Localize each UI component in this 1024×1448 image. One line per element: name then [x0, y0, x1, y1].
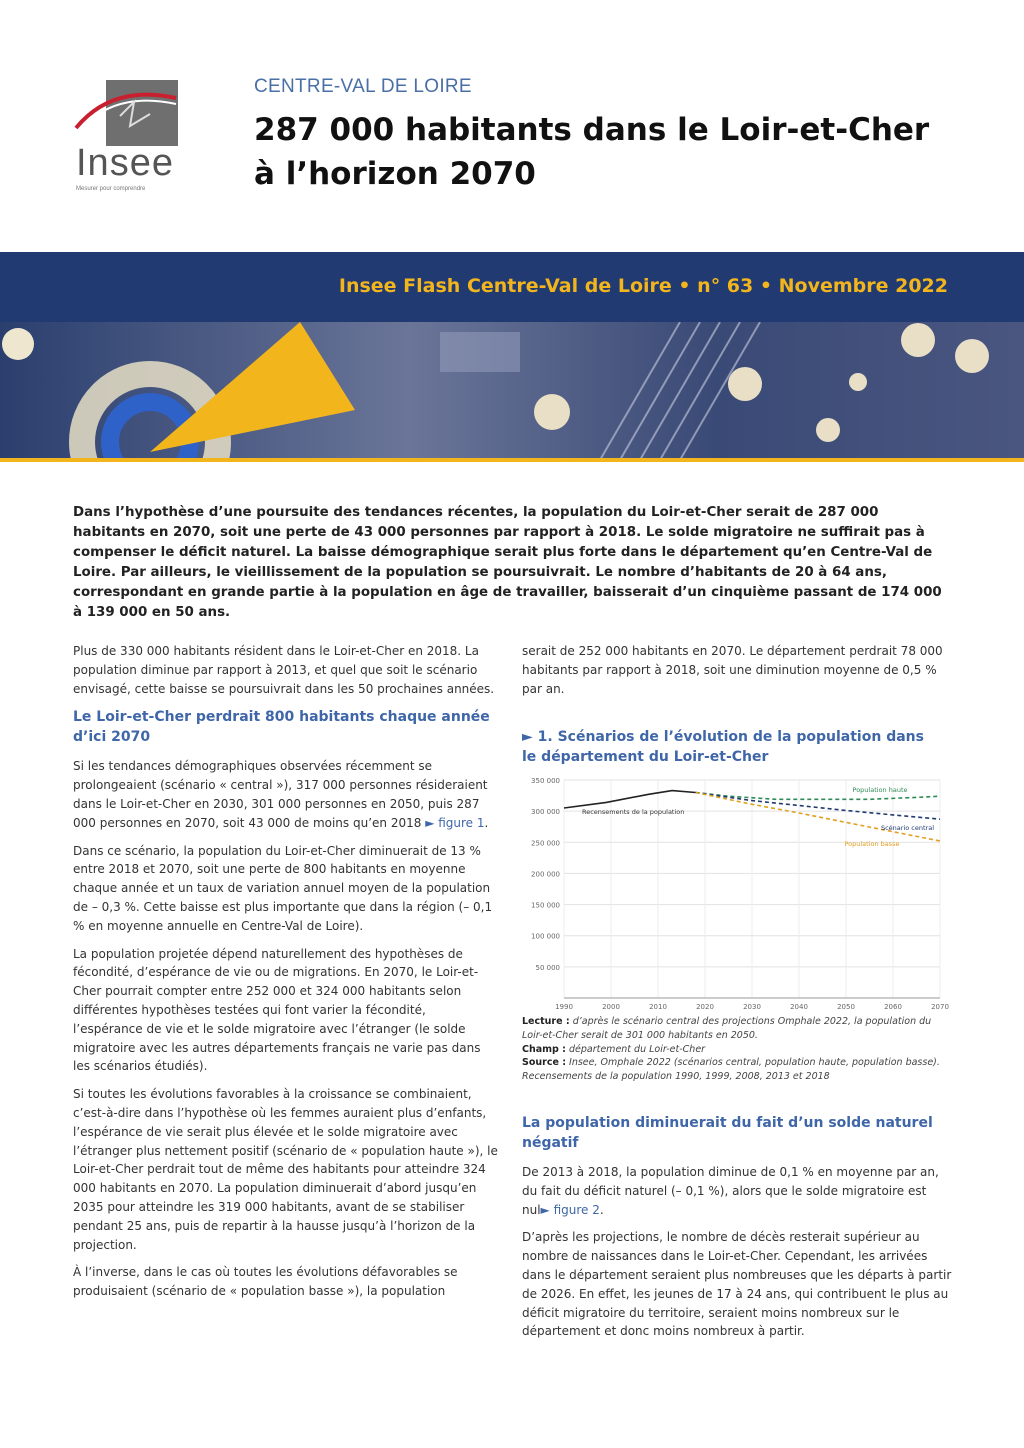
section-heading-2: La population diminuerait du fait d’un solde naturel négatif — [522, 1115, 933, 1151]
y-tick-label: 150 000 — [531, 901, 560, 910]
series-label: Population basse — [844, 840, 900, 848]
y-tick-label: 200 000 — [531, 870, 560, 879]
x-tick-label: 1990 — [555, 1003, 573, 1011]
note-source-label: Source : — [522, 1057, 566, 1069]
left-paragraph-2-text: Si les tendances démographiques observées récemment se prolongeaient (scénario « central »), 317 000 personnes résideraient dans le Loir-et-Cher en 2030, 301 000 personnes en 2050, puis 287 000 personnes en 2070, soit 43 000 de moins qu’en 2018 — [73, 759, 488, 830]
figure-1-chart — [520, 772, 950, 1012]
region-label: CENTRE-VAL DE LOIRE — [254, 76, 472, 97]
x-tick-label: 2050 — [837, 1003, 855, 1011]
y-tick-label: 50 000 — [535, 963, 560, 972]
note-lecture — [522, 1015, 947, 1043]
page-title-line-2: à l’horizon 2070 — [254, 156, 536, 192]
y-tick-label: 250 000 — [531, 839, 560, 848]
banner-illustration — [0, 322, 1024, 460]
y-tick-label: 300 000 — [531, 808, 560, 817]
insee-logo — [72, 78, 192, 193]
note-source — [522, 1056, 947, 1084]
note-champ-text: département du Loir-et-Cher — [568, 1043, 706, 1055]
series-line — [564, 791, 696, 808]
right-column-bottom — [522, 1113, 952, 1350]
left-column — [73, 642, 498, 1310]
left-paragraph-3: Dans ce scénario, la population du Loir-et-Cher diminuerait de 13 % entre 2018 et 2070, soit une perte de 800 habitants en moyenne chaque année et un taux de variation annuel moyen de la population de – 0,3 %. Cette baisse est plus importante que dans la région (– 0,1 % en moyenne annuelle en Centre-Val de Loire). — [73, 843, 493, 933]
x-tick-label: 2070 — [931, 1003, 949, 1011]
note-champ — [522, 1043, 947, 1057]
left-paragraph-5: Si toutes les évolutions favorables à la croissance se combinaient, c’est-à-dire dans l’hypothèse où les femmes auraient plus d’enfants, l’espérance de vie serait plus élevée et le solde migratoire avec l’étranger plus nettement positif (scénario de « population haute »), le Loir-et-Cher perdrait tout de même des habitants pour atteindre 324 000 habitants en 2070. La population diminuerait d’abord jusqu’en 2035 pour atteindre les 319 000 habitants, avant de se stabiliser pendant 25 ans, puis de repartir à la hausse jusqu’à l’horizon de la projection. — [73, 1087, 498, 1252]
series-label: Recensements de la population — [582, 808, 685, 816]
x-tick-label: 2020 — [696, 1003, 714, 1011]
left-paragraph-4: La population projetée dépend naturellement des hypothèses de fécondité, d’espérance de vie ou de migrations. En 2070, le Loir-et-Cher pourrait compter entre 252 000 et 324 000 habitants selon différentes hypothèses testées qui font varier la fécondité, l’espérance de vie et le solde migratoire avec l’étranger (le solde migratoire avec les autres départements français ne varie pas dans les scénarios étudiés). — [73, 946, 481, 1074]
x-tick-label: 2060 — [884, 1003, 902, 1011]
right-paragraph-2: De 2013 à 2018, la population diminue de 0,1 % en moyenne par an, du fait du déficit naturel (– 0,1 %), alors que le solde migratoire est nul► figure 2. — [522, 1165, 939, 1217]
insee-logo-mark — [72, 78, 192, 148]
y-tick-label: 100 000 — [531, 932, 560, 941]
left-paragraph-1: Plus de 330 000 habitants résident dans le Loir-et-Cher en 2018. La population diminue par rapport à 2013, et quel que soit le scénario envisagé, cette baisse se poursuivrait dans les 50 prochaines années. — [73, 644, 495, 696]
note-champ-label: Champ : — [522, 1043, 566, 1055]
x-tick-label: 2010 — [649, 1003, 667, 1011]
publication-info: Insee Flash Centre-Val de Loire • n° 63 • Novembre 2022 — [338, 275, 948, 297]
y-tick-label: 350 000 — [531, 777, 560, 785]
figure-2-link[interactable]: ► figure 2 — [540, 1202, 600, 1217]
page-title-line-1: 287 000 habitants dans le Loir-et-Cher — [254, 112, 930, 148]
left-paragraph-2: Si les tendances démographiques observées récemment se prolongeaient (scénario « central »), 317 000 personnes résideraient dans le Loir-et-Cher en 2030, 301 000 personnes en 2050, puis 287 000 personnes en 2070, soit 43 000 de moins qu’en 2018 ► figure 1. — [73, 759, 489, 830]
intro-paragraph: Dans l’hypothèse d’une poursuite des tendances récentes, la population du Loir-et-Cher serait de 287 000 habitants en 2070, soit une perte de 43 000 personnes par rapport à 2018. Le solde migratoire ne suffirait pas à compenser le déficit naturel. La baisse démographique serait plus forte dans le département qu’en Centre-Val de Loire. Par ailleurs, le vieillissement de la population se poursuivrait. Le nombre d’habitants de 20 à 64 ans, correspondant en grande partie à la population en âge de travailler, baisserait d’un cinquième passant de 174 000 à 139 000 en 50 ans. — [73, 505, 942, 620]
x-tick-label: 2030 — [743, 1003, 761, 1011]
decorative-banner — [0, 322, 1024, 460]
right-column-top — [522, 642, 952, 707]
note-source-text: Insee, Omphale 2022 (scénarios central, population haute, population basse). Recensements de la population 1990, 1999, 2008, 2013 et 2018 — [522, 1057, 940, 1083]
section-heading-1: Le Loir-et-Cher perdrait 800 habitants chaque année d’ici 2070 — [73, 709, 490, 746]
figure-1-link[interactable]: ► figure 1 — [425, 815, 485, 830]
figure-1-notes — [522, 1015, 947, 1084]
series-label: Population haute — [852, 786, 908, 794]
right-paragraph-3: D’après les projections, le nombre de décès resterait supérieur au nombre de naissances dans le Loir-et-Cher. Cependant, les arrivées dans le département seraient plus nombreuses que les départs à partir de 2026. En effet, les jeunes de 17 à 24 ans, qui contribuent le plus au déficit migratoire du territoire, seraient moins nombreux sur le département et donc moins nombreux à partir. — [522, 1230, 952, 1339]
series-label: Scénario central — [880, 824, 934, 832]
right-paragraph-1: serait de 252 000 habitants en 2070. Le département perdrait 78 000 habitants par rapport à 2018, soit une diminution moyenne de 0,5 % par an. — [522, 644, 943, 696]
figure-1-title: ► 1. Scénarios de l’évolution de la population dans le département du Loir-et-Cher — [522, 729, 924, 765]
right-paragraph-2-text: De 2013 à 2018, la population diminue de 0,1 % en moyenne par an, du fait du déficit naturel (– 0,1 %), alors que le solde migratoire est nul — [522, 1165, 939, 1217]
note-lecture-text: d’après le scénario central des projections Omphale 2022, la population du Loir-et-Cher serait de 301 000 habitants en 2050. — [522, 1016, 932, 1041]
logo-tagline: Mesurer pour comprendre — [76, 186, 146, 192]
x-tick-label: 2000 — [602, 1003, 620, 1011]
banner-divider — [0, 458, 1024, 462]
publication-band — [0, 252, 1024, 322]
chart-svg — [520, 772, 950, 1012]
page-title — [254, 108, 974, 196]
left-paragraph-6: À l’inverse, dans le cas où toutes les évolutions défavorables se produisaient (scénario de « population basse »), la population — [73, 1265, 458, 1299]
logo-word: Insee — [76, 142, 174, 184]
note-lecture-label: Lecture : — [522, 1016, 570, 1027]
x-tick-label: 2040 — [790, 1003, 808, 1011]
